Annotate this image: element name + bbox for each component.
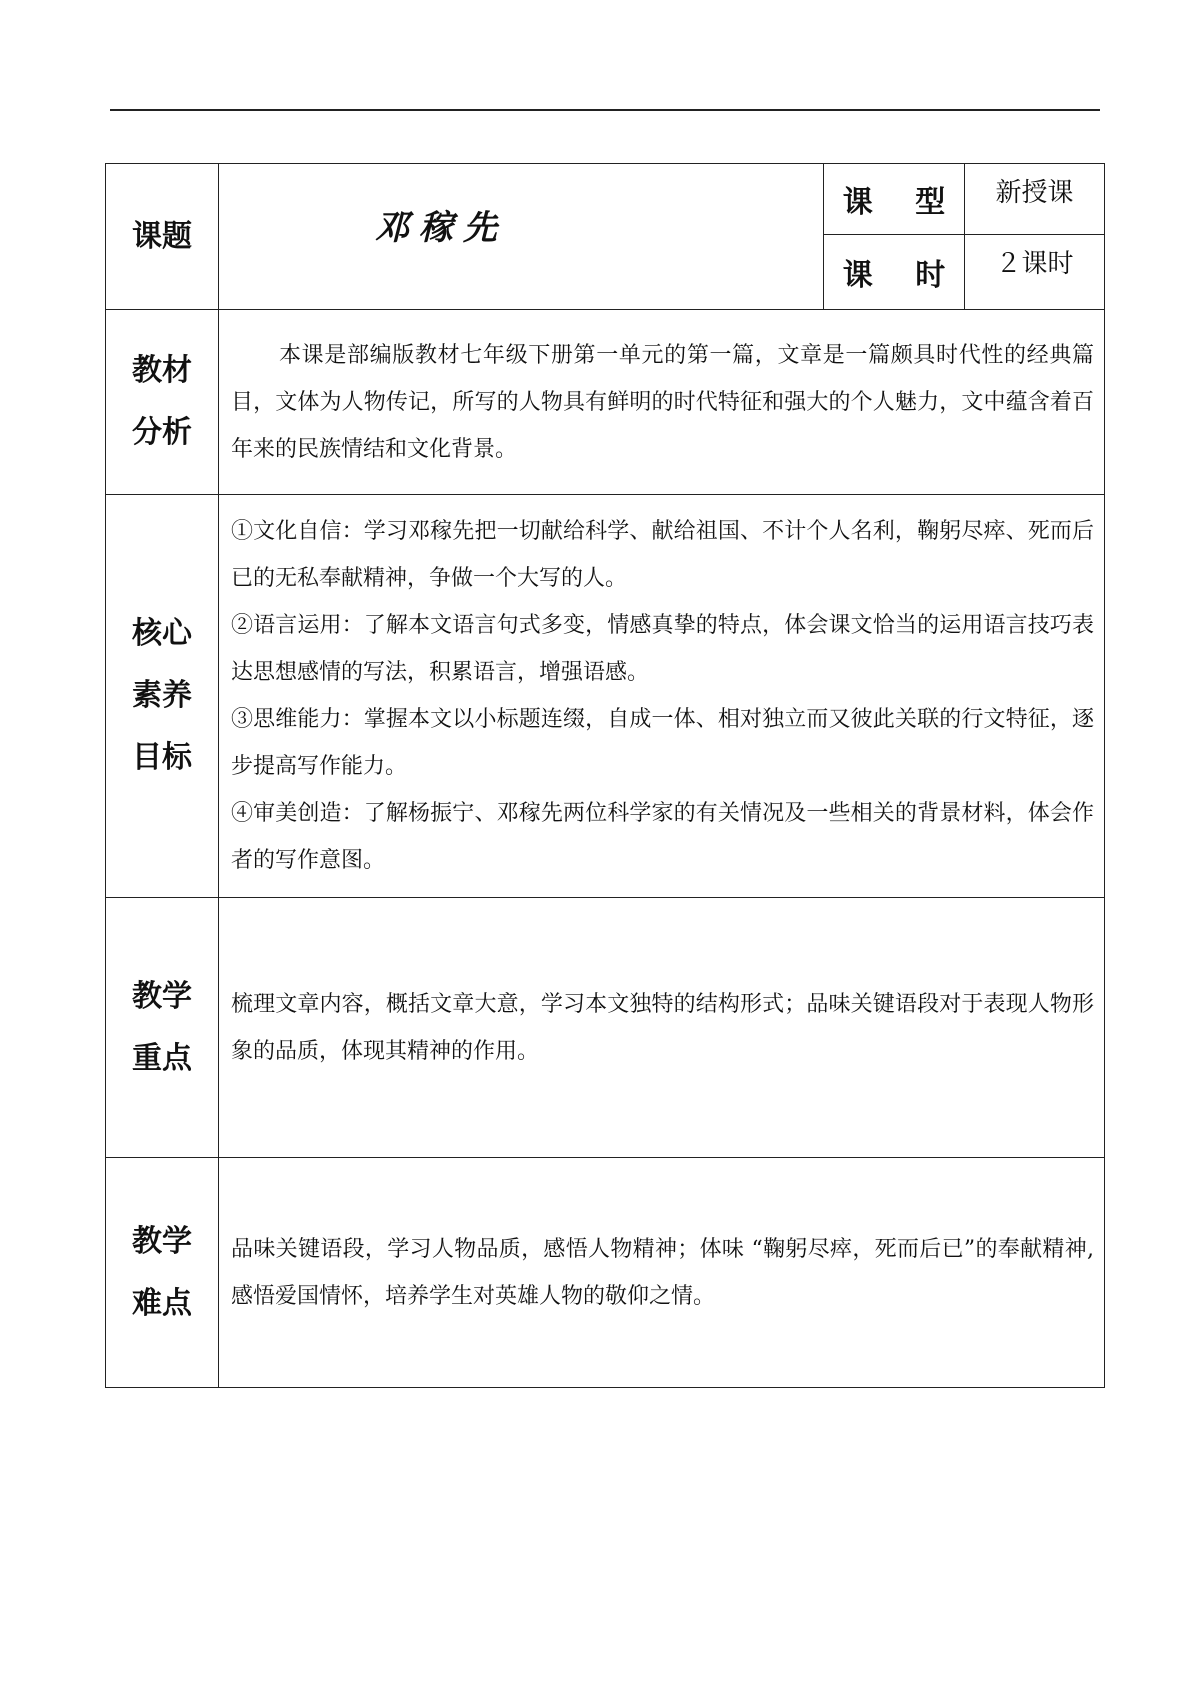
core-goals-cell	[219, 495, 1105, 898]
difficulties-label	[106, 1158, 219, 1388]
core-goals-label-line2: 素养	[132, 678, 192, 713]
lesson-title: 邓稼先	[375, 208, 507, 248]
topic-cell	[219, 164, 824, 310]
topic-label: 课题	[106, 164, 219, 310]
key-points-label-line2: 重点	[132, 1040, 192, 1076]
lesson-plan-table	[105, 163, 1105, 1388]
class-hours-label: 课 时	[824, 235, 965, 310]
core-goals-label-line3: 目标	[132, 740, 192, 775]
core-goals-label	[106, 495, 219, 898]
material-analysis-label	[106, 310, 219, 495]
key-points-label	[106, 898, 219, 1158]
key-points-text: 梳理文章内容，概括文章大意，学习本文独特的结构形式；品味关键语段对于表现人物形象的品质，体现其精神的作用。	[231, 991, 1094, 1064]
difficulties-label-line2: 难点	[132, 1285, 192, 1321]
header-rule	[110, 109, 1100, 111]
material-analysis-text: 本课是部编版教材七年级下册第一单元的第一篇，文章是一篇颇具时代性的经典篇目，文体为人物传记，所写的人物具有鲜明的时代特征和强大的个人魅力，文中蕴含着百年来的民族情结和文化背景。	[231, 342, 1094, 462]
lesson-type-value: 新授课	[965, 164, 1105, 235]
material-analysis-label-line2: 分析	[132, 415, 192, 450]
material-analysis-cell	[219, 310, 1105, 495]
difficulties-label-line1: 教学	[132, 1223, 192, 1259]
core-goal-item: ②语言运用：了解本文语言句式多变，情感真挚的特点，体会课文恰当的运用语言技巧表达思想感情的写法，积累语言，增强语感。	[231, 613, 1094, 685]
key-points-label-line1: 教学	[132, 978, 192, 1014]
material-analysis-label-line1: 教材	[132, 353, 192, 388]
lesson-type-label: 课 型	[824, 164, 965, 235]
lesson-plan-page	[105, 163, 1104, 1388]
difficulties-text: 品味关键语段，学习人物品质，感悟人物精神；体味 “鞠躬尽瘁，死而后已”的奉献精神,感悟爱国情怀，培养学生对英雄人物的敬仰之情。	[231, 1236, 1094, 1309]
core-goal-item: ③思维能力：掌握本文以小标题连缀，自成一体、相对独立而又彼此关联的行文特征，逐步提高写作能力。	[231, 707, 1094, 779]
core-goal-item: ①文化自信：学习邓稼先把一切献给科学、献给祖国、不计个人名利，鞠躬尽瘁、死而后已的无私奉献精神，争做一个大写的人。	[231, 519, 1094, 591]
class-hours-value: ２课时	[965, 235, 1105, 310]
key-points-cell	[219, 898, 1105, 1158]
core-goals-label-line1: 核心	[132, 616, 192, 651]
difficulties-cell	[219, 1158, 1105, 1388]
core-goal-item: ④审美创造：了解杨振宁、邓稼先两位科学家的有关情况及一些相关的背景材料，体会作者的写作意图。	[231, 801, 1094, 873]
